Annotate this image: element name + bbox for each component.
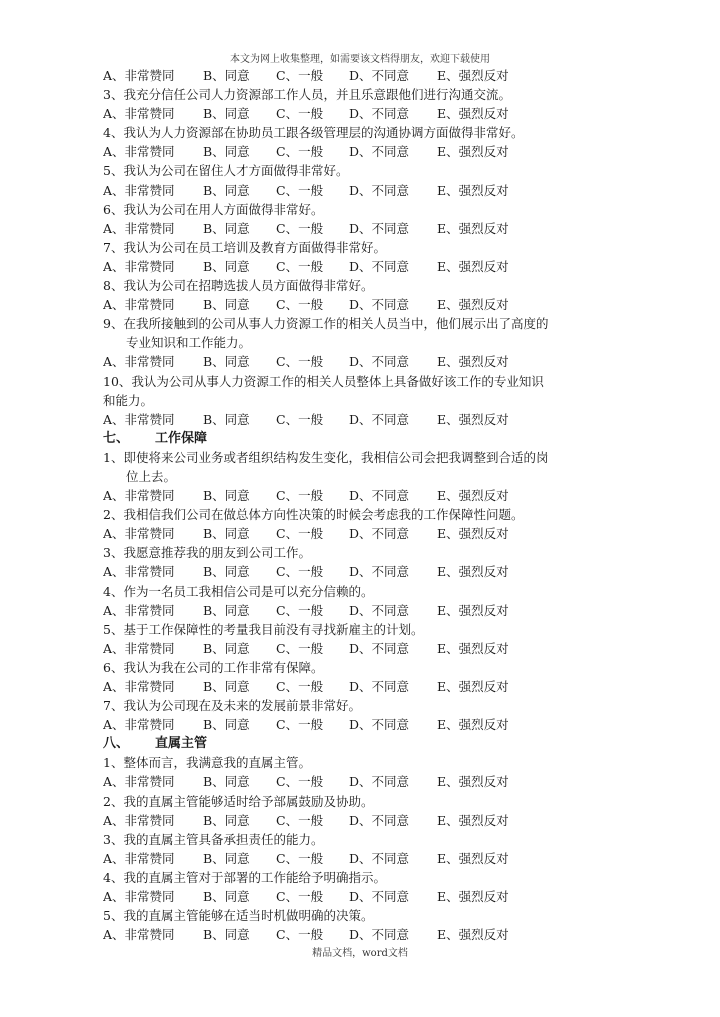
answer-options-row [103, 219, 623, 238]
question-text: 4、我的直属主管对于部署的工作能给予明确指示。 [103, 869, 386, 885]
question-text: 4、作为一名员工我相信公司是可以充分信赖的。 [103, 583, 374, 599]
answer-option: E、强烈反对 [437, 526, 509, 542]
answer-option: C、一般 [276, 411, 324, 427]
answer-option: A、非常赞同 [103, 411, 175, 427]
question-text: 4、我认为人力资源部在协助员工跟各级管理层的沟通协调方面做得非常好。 [103, 125, 524, 141]
answer-option: D、不同意 [349, 144, 410, 160]
answer-option: D、不同意 [349, 564, 410, 580]
answer-option: A、非常赞同 [103, 182, 175, 198]
answer-option: C、一般 [276, 144, 324, 160]
answer-option: E、强烈反对 [437, 258, 509, 274]
answer-options-row [103, 486, 623, 505]
answer-option: E、强烈反对 [437, 602, 509, 618]
answer-options-row [103, 925, 623, 944]
answer-option: A、非常赞同 [103, 812, 175, 828]
answer-options-row [103, 811, 623, 830]
answer-option: B、同意 [203, 144, 250, 160]
answer-options-row [103, 104, 623, 123]
answer-option: D、不同意 [349, 258, 410, 274]
answer-options-row [103, 524, 623, 543]
answer-option: B、同意 [203, 927, 250, 943]
answer-option: A、非常赞同 [103, 220, 175, 236]
answer-options-row [103, 295, 623, 314]
answer-option: A、非常赞同 [103, 106, 175, 122]
question-text: 5、基于工作保障性的考量我目前没有寻找新雇主的计划。 [103, 621, 424, 637]
answer-option: E、强烈反对 [437, 640, 509, 656]
answer-option: D、不同意 [349, 411, 410, 427]
answer-option: A、非常赞同 [103, 640, 175, 656]
section-heading [103, 429, 623, 448]
question-text: 8、我认为公司在招聘选拔人员方面做得非常好。 [103, 278, 374, 294]
answer-options-row [103, 639, 623, 658]
answer-options-row [103, 562, 623, 581]
answer-option: A、非常赞同 [103, 297, 175, 313]
answer-option: C、一般 [276, 602, 324, 618]
answer-option: A、非常赞同 [103, 354, 175, 370]
answer-option: B、同意 [203, 850, 250, 866]
answer-option: D、不同意 [349, 927, 410, 943]
answer-options-row [103, 601, 623, 620]
answer-option: B、同意 [203, 182, 250, 198]
answer-option: C、一般 [276, 526, 324, 542]
question-text: 和能力。 [103, 392, 154, 408]
question-text: 7、我认为公司在员工培训及教育方面做得非常好。 [103, 239, 386, 255]
question-text: 10、我认为公司从事人力资源工作的相关人员整体上具备做好该工作的专业知识 [103, 373, 544, 389]
answer-option: C、一般 [276, 812, 324, 828]
answer-option: D、不同意 [349, 220, 410, 236]
answer-options-row [103, 142, 623, 161]
section-title: 工作保障 [155, 430, 208, 446]
answer-option: C、一般 [276, 354, 324, 370]
answer-option: A、非常赞同 [103, 927, 175, 943]
answer-option: B、同意 [203, 889, 250, 905]
answer-options-row [103, 887, 623, 906]
answer-option: B、同意 [203, 640, 250, 656]
answer-option: E、强烈反对 [437, 812, 509, 828]
answer-option: D、不同意 [349, 679, 410, 694]
answer-option: E、强烈反对 [437, 564, 509, 580]
answer-option: E、强烈反对 [437, 220, 509, 236]
answer-option: B、同意 [203, 526, 250, 542]
section-heading [103, 734, 623, 753]
answer-option: E、强烈反对 [437, 68, 509, 83]
question-text: 3、我充分信任公司人力资源部工作人员，并且乐意跟他们进行沟通交流。 [103, 87, 511, 103]
answer-option: D、不同意 [349, 717, 410, 733]
answer-option: E、强烈反对 [437, 144, 509, 160]
answer-option: B、同意 [203, 411, 250, 427]
answer-option: C、一般 [276, 220, 324, 236]
answer-option: E、强烈反对 [437, 488, 509, 504]
answer-option: A、非常赞同 [103, 258, 175, 274]
section-title: 直属主管 [155, 736, 208, 752]
answer-options-row [103, 257, 623, 276]
answer-option: E、强烈反对 [437, 297, 509, 313]
question-text: 1、整体而言，我满意我的直属主管。 [103, 755, 311, 771]
answer-options-row [103, 772, 623, 791]
answer-option: D、不同意 [349, 68, 410, 83]
answer-option: C、一般 [276, 258, 324, 274]
answer-option: B、同意 [203, 220, 250, 236]
answer-option: B、同意 [203, 564, 250, 580]
answer-option: D、不同意 [349, 526, 410, 542]
answer-option: D、不同意 [349, 106, 410, 122]
answer-option: C、一般 [276, 182, 324, 198]
answer-option: A、非常赞同 [103, 488, 175, 504]
answer-option: A、非常赞同 [103, 602, 175, 618]
answer-option: B、同意 [203, 679, 250, 694]
answer-options-row [103, 849, 623, 868]
answer-option: A、非常赞同 [103, 564, 175, 580]
question-text: 5、我认为公司在留住人才方面做得非常好。 [103, 163, 349, 179]
answer-option: D、不同意 [349, 774, 410, 790]
answer-option: D、不同意 [349, 812, 410, 828]
answer-option: E、强烈反对 [437, 411, 509, 427]
answer-option: E、强烈反对 [437, 850, 509, 866]
answer-option: B、同意 [203, 354, 250, 370]
answer-option: D、不同意 [349, 488, 410, 504]
answer-option: E、强烈反对 [437, 717, 509, 733]
answer-option: C、一般 [276, 889, 324, 905]
question-text: 2、我的直属主管能够适时给予部属鼓励及协助。 [103, 793, 374, 809]
answer-option: C、一般 [276, 640, 324, 656]
answer-option: D、不同意 [349, 640, 410, 656]
answer-option: A、非常赞同 [103, 526, 175, 542]
answer-option: C、一般 [276, 850, 324, 866]
survey-body [103, 66, 623, 944]
answer-option: E、强烈反对 [437, 774, 509, 790]
answer-option: C、一般 [276, 68, 324, 83]
answer-options-row [103, 181, 623, 200]
answer-option: C、一般 [276, 106, 324, 122]
question-text: 3、我愿意推荐我的朋友到公司工作。 [103, 545, 311, 561]
answer-option: A、非常赞同 [103, 889, 175, 905]
section-number: 八、 [103, 736, 130, 752]
question-text: 9、在我所接触到的公司从事人力资源工作的相关人员当中，他们展示出了高度的 [103, 316, 549, 332]
answer-option: E、强烈反对 [437, 679, 509, 694]
answer-options-row [103, 66, 623, 85]
question-text: 1、即使将来公司业务或者组织结构发生变化，我相信公司会把我调整到合适的岗 [103, 449, 549, 465]
answer-option: B、同意 [203, 812, 250, 828]
question-text-continued: 位上去。 [126, 468, 177, 484]
question-text: 7、我认为公司现在及未来的发展前景非常好。 [103, 698, 361, 714]
question-text-continued: 专业知识和工作能力。 [126, 335, 252, 351]
answer-option: A、非常赞同 [103, 68, 175, 83]
answer-options-row [103, 715, 623, 734]
question-text: 5、我的直属主管能够在适当时机做明确的决策。 [103, 908, 374, 924]
answer-option: A、非常赞同 [103, 144, 175, 160]
answer-option: B、同意 [203, 106, 250, 122]
question-text: 6、我认为公司在用人方面做得非常好。 [103, 201, 324, 217]
answer-option: D、不同意 [349, 297, 410, 313]
answer-option: E、强烈反对 [437, 182, 509, 198]
answer-option: B、同意 [203, 717, 250, 733]
answer-option: C、一般 [276, 717, 324, 733]
answer-option: D、不同意 [349, 602, 410, 618]
section-number: 七、 [103, 430, 130, 446]
answer-option: C、一般 [276, 927, 324, 943]
answer-option: C、一般 [276, 488, 324, 504]
page-header: 本文为网上收集整理，如需要该文档得朋友，欢迎下载使用 [230, 54, 490, 65]
answer-option: A、非常赞同 [103, 717, 175, 733]
answer-option: A、非常赞同 [103, 774, 175, 790]
answer-option: A、非常赞同 [103, 850, 175, 866]
answer-option: B、同意 [203, 488, 250, 504]
question-text: 2、我相信我们公司在做总体方向性决策的时候会考虑我的工作保障性问题。 [103, 507, 524, 523]
answer-option: B、同意 [203, 774, 250, 790]
answer-option: E、强烈反对 [437, 889, 509, 905]
question-text: 3、我的直属主管具备承担责任的能力。 [103, 831, 324, 847]
answer-option: E、强烈反对 [437, 927, 509, 943]
answer-option: C、一般 [276, 679, 324, 694]
answer-option: C、一般 [276, 564, 324, 580]
answer-option: B、同意 [203, 258, 250, 274]
answer-option: B、同意 [203, 297, 250, 313]
answer-option: D、不同意 [349, 850, 410, 866]
page-footer: 精品文档，word文档 [312, 948, 408, 959]
answer-option: C、一般 [276, 774, 324, 790]
answer-options-row [103, 352, 623, 371]
answer-option: E、强烈反对 [437, 354, 509, 370]
answer-options-row [103, 677, 623, 696]
answer-option: B、同意 [203, 68, 250, 83]
answer-option: A、非常赞同 [103, 679, 175, 694]
answer-option: E、强烈反对 [437, 106, 509, 122]
answer-option: C、一般 [276, 297, 324, 313]
question-text: 6、我认为我在公司的工作非常有保障。 [103, 659, 324, 675]
answer-option: B、同意 [203, 602, 250, 618]
answer-options-row [103, 410, 623, 429]
answer-option: D、不同意 [349, 354, 410, 370]
answer-option: D、不同意 [349, 182, 410, 198]
answer-option: D、不同意 [349, 889, 410, 905]
